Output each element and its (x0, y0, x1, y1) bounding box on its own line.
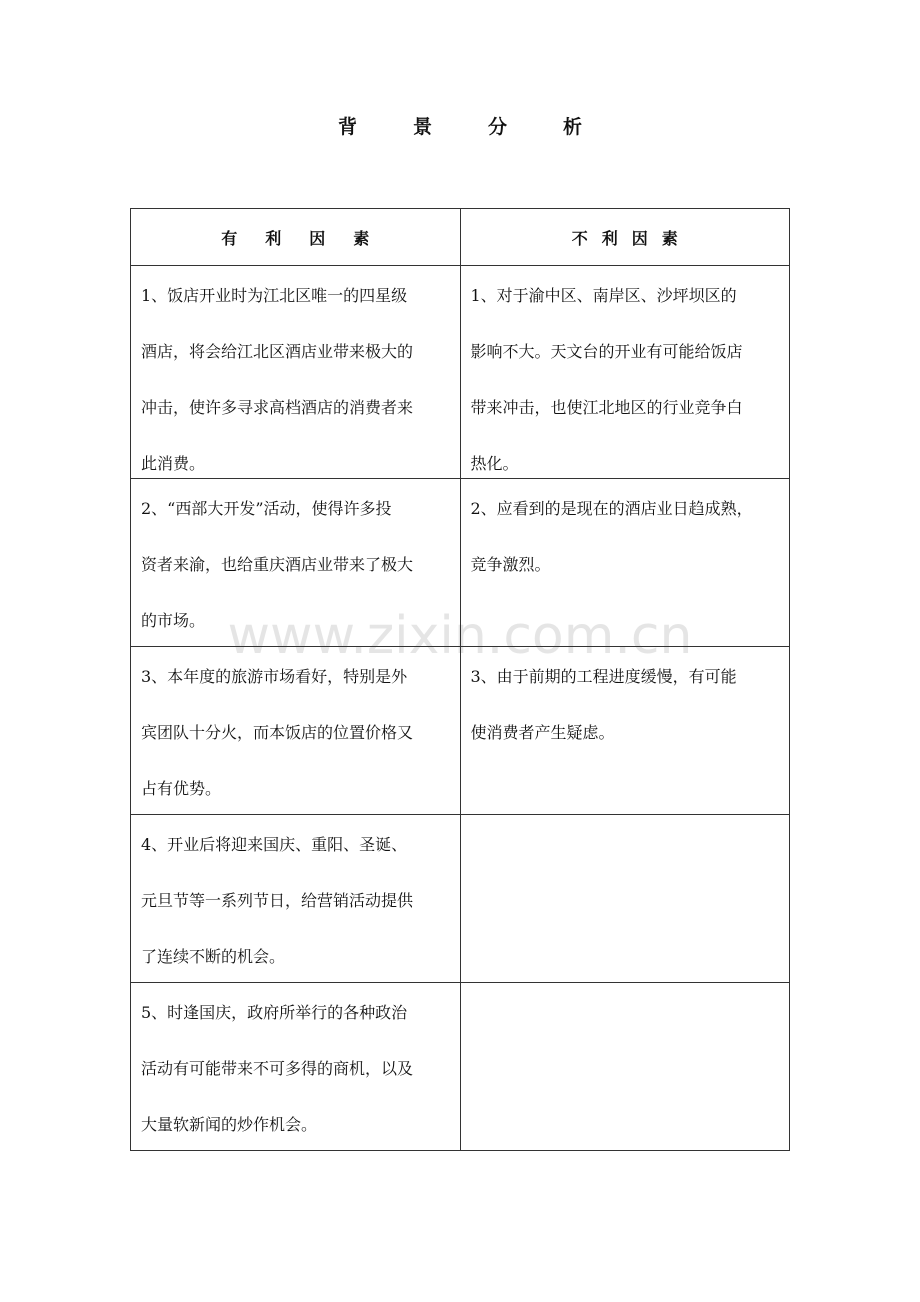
cell-text-line: 1、对于渝中区、南岸区、沙坪坝区的 (470, 286, 737, 305)
cell-text-line: 使消费者产生疑虑。 (470, 723, 615, 742)
cell-text (131, 647, 460, 803)
cell-text-line: 热化。 (470, 454, 519, 473)
unfavorable-factor-cell (460, 266, 790, 479)
cell-text-line: 3、由于前期的工程进度缓慢，有可能 (470, 667, 737, 686)
cell-text (131, 815, 460, 971)
cell-text (461, 815, 790, 831)
page-title (0, 112, 920, 139)
cell-text-line: 2、“西部大开发”活动，使得许多投 (141, 499, 392, 518)
title-char: 析 (563, 116, 583, 138)
cell-text-line: 了连续不断的机会。 (141, 947, 286, 966)
cell-text-line: 竞争激烈。 (470, 555, 551, 574)
favorable-factor-cell (131, 983, 461, 1151)
cell-text-line: 大量软新闻的炒作机会。 (141, 1115, 318, 1134)
cell-text-line: 4、开业后将迎来国庆、重阳、圣诞、 (141, 835, 408, 854)
cell-text-line: 5、时逢国庆，政府所举行的各种政治 (141, 1003, 408, 1022)
favorable-factor-cell (131, 647, 461, 815)
factors-table (130, 208, 790, 1151)
cell-text-line: 冲击，使许多寻求高档酒店的消费者来 (141, 398, 414, 417)
favorable-factor-cell (131, 266, 461, 479)
cell-text-line: 带来冲击，也使江北地区的行业竞争白 (470, 398, 743, 417)
favorable-factor-cell (131, 479, 461, 647)
favorable-factor-cell (131, 815, 461, 983)
table-row (131, 983, 790, 1151)
table-row (131, 647, 790, 815)
cell-text (131, 479, 460, 635)
cell-text (461, 266, 790, 478)
cell-text-line: 占有优势。 (141, 779, 222, 798)
cell-text-line: 影响不大。天文台的开业有可能给饭店 (470, 342, 743, 361)
cell-text (131, 983, 460, 1139)
unfavorable-factor-cell (460, 983, 790, 1151)
unfavorable-factor-cell (460, 479, 790, 647)
cell-text-line: 活动有可能带来不可多得的商机，以及 (141, 1059, 414, 1078)
cell-text-line: 3、本年度的旅游市场看好，特别是外 (141, 667, 408, 686)
header-favorable-factors: 有 利 因 素 (131, 209, 461, 266)
header-unfavorable-factors: 不 利 因 素 (460, 209, 790, 266)
cell-text-line: 1、饭店开业时为江北区唯一的四星级 (141, 286, 408, 305)
cell-text (131, 266, 460, 478)
cell-text (461, 983, 790, 999)
cell-text-line: 元旦节等一系列节日，给营销活动提供 (141, 891, 414, 910)
watermark: www.zixin.com.cn (227, 606, 693, 666)
cell-text-line: 2、应看到的是现在的酒店业日趋成熟， (470, 499, 753, 518)
table-row (131, 479, 790, 647)
unfavorable-factor-cell (460, 815, 790, 983)
table-row (131, 815, 790, 983)
title-char: 分 (488, 116, 508, 138)
title-char: 景 (412, 116, 432, 138)
unfavorable-factor-cell (460, 647, 790, 815)
cell-text-line: 资者来渝，也给重庆酒店业带来了极大 (141, 555, 414, 574)
title-char: 背 (337, 116, 357, 138)
cell-text-line: 此消费。 (141, 454, 206, 473)
table-row (131, 266, 790, 479)
cell-text-line: 宾团队十分火，而本饭店的位置价格又 (141, 723, 414, 742)
table-header-row (131, 209, 790, 266)
cell-text-line: 酒店，将会给江北区酒店业带来极大的 (141, 342, 414, 361)
cell-text-line: 的市场。 (141, 611, 206, 630)
cell-text (461, 647, 790, 747)
cell-text (461, 479, 790, 579)
